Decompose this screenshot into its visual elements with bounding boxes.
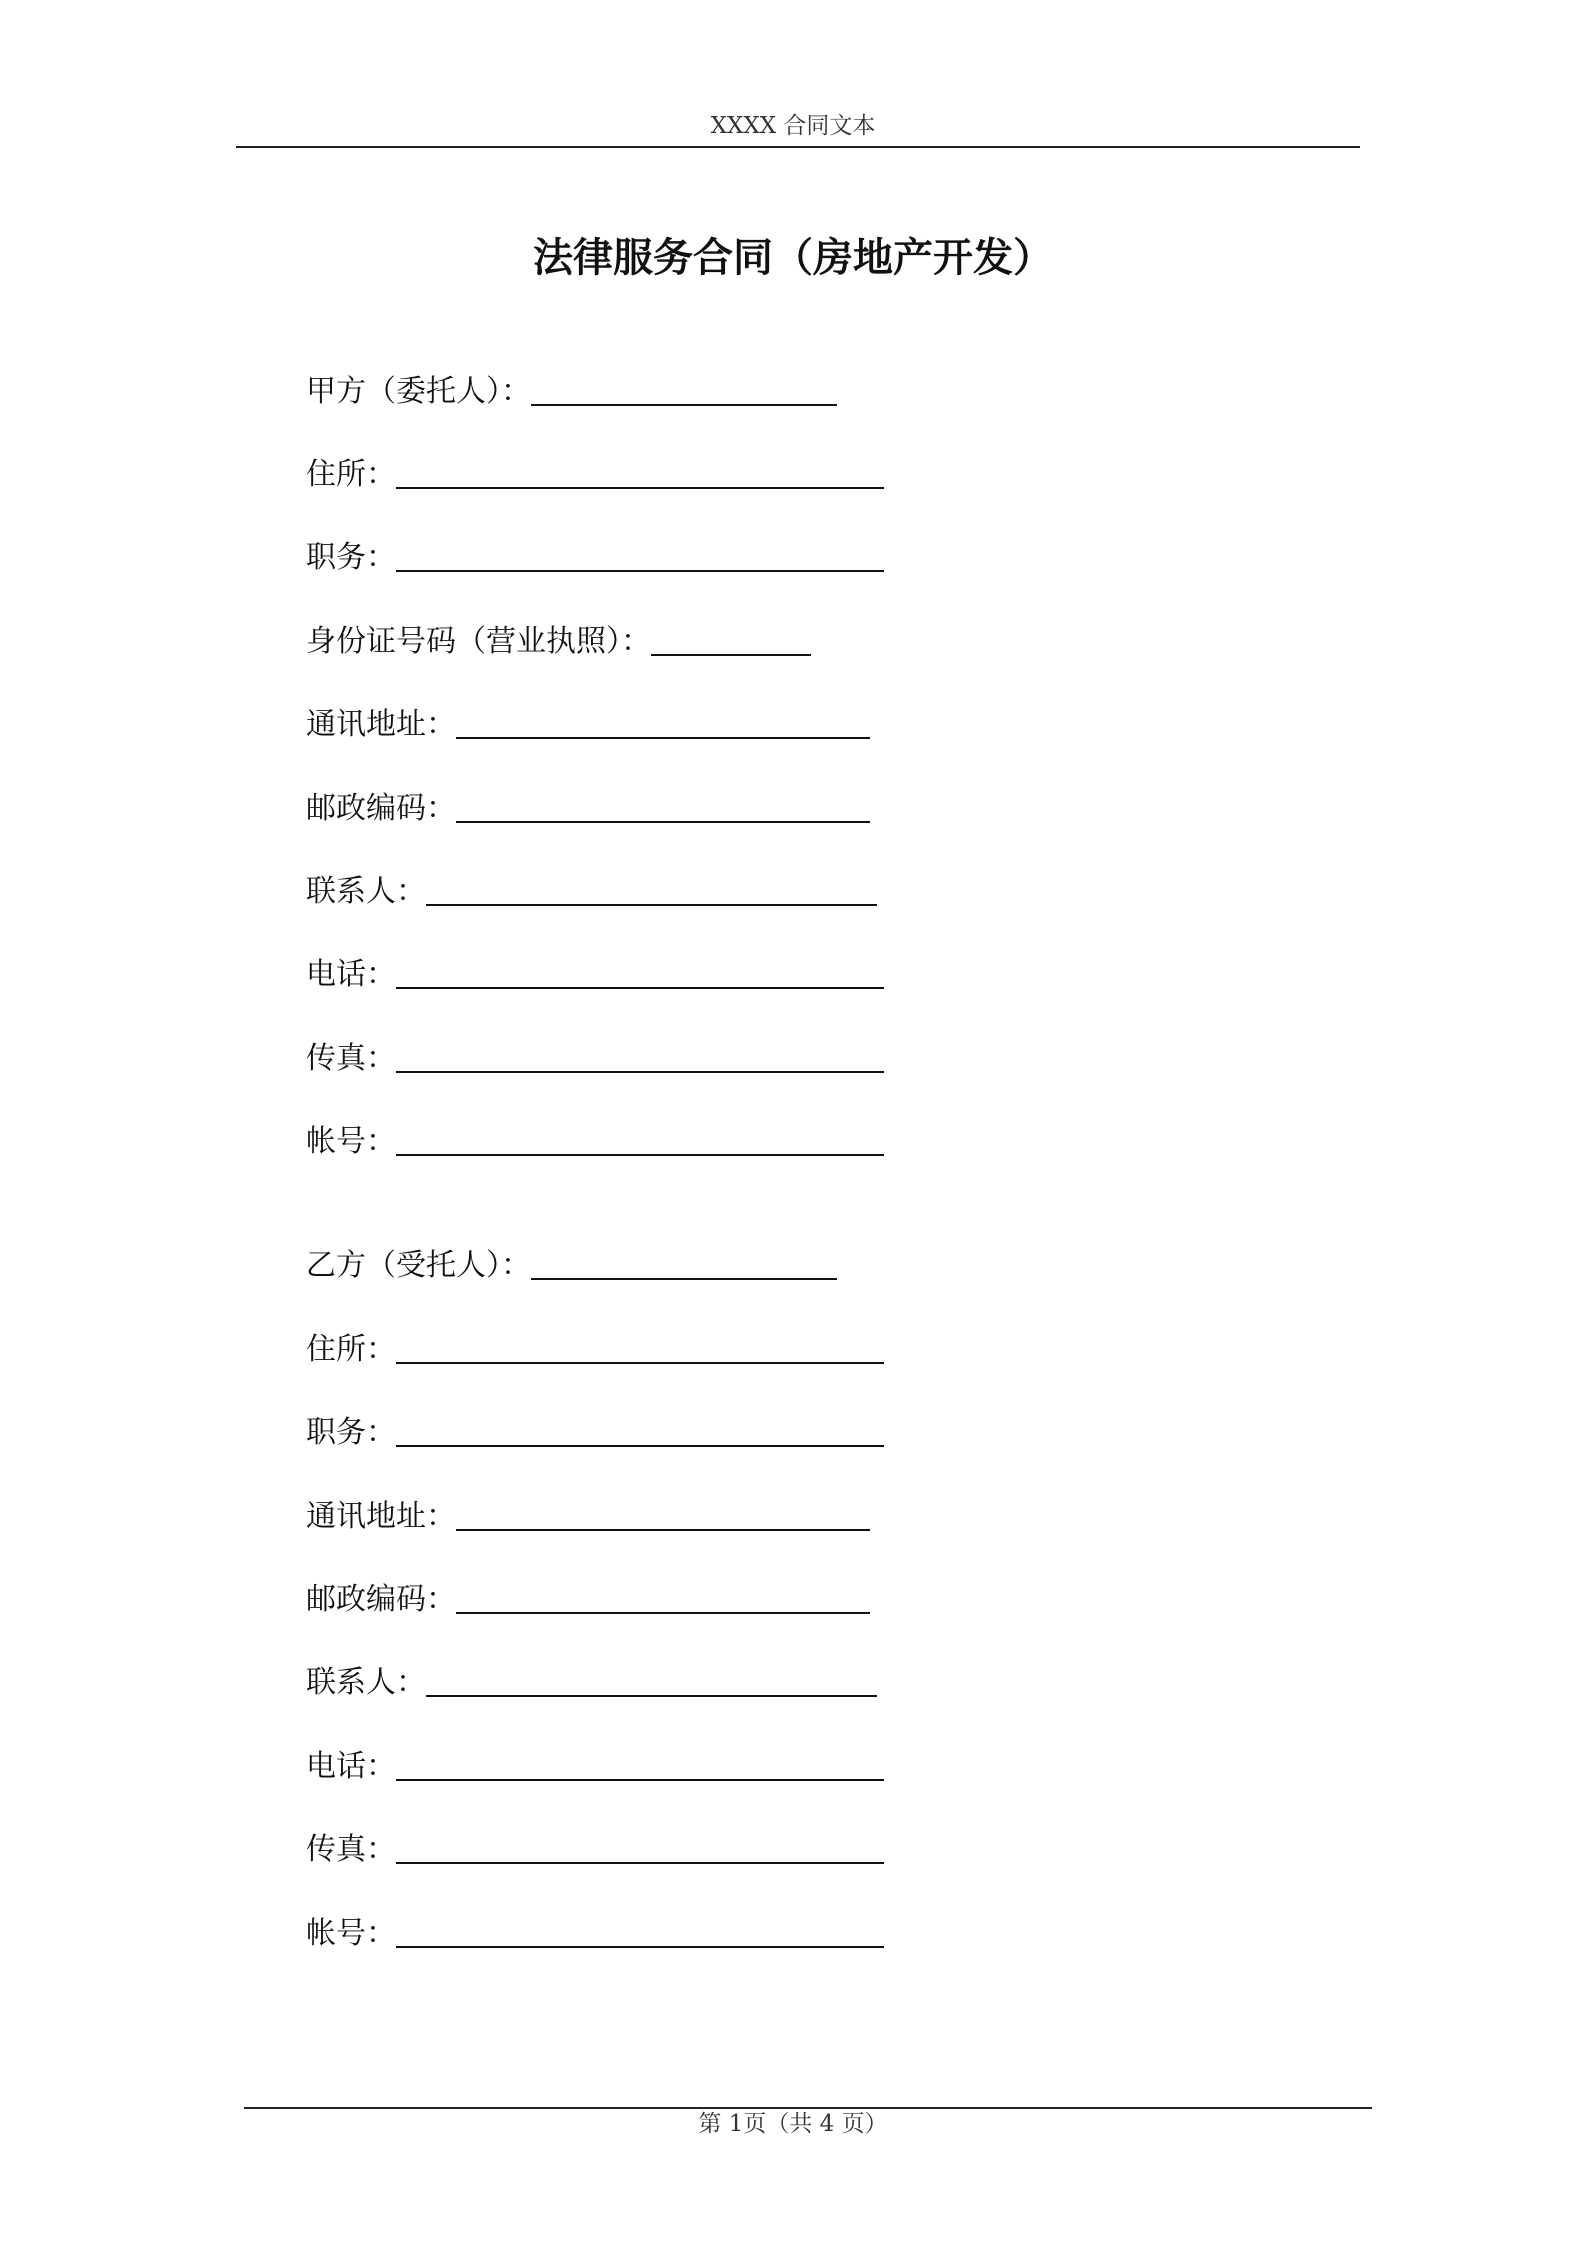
fill-in-blank[interactable] [396,953,884,997]
party-a-postcode-field [306,787,870,831]
party-b-postcode-field [306,1578,870,1622]
field-label: 身份证号码（营业执照）： [306,624,651,659]
party-a-position-field [306,536,884,580]
fill-in-blank[interactable] [396,1828,884,1872]
field-label: 住所： [306,1332,396,1367]
fill-in-blank[interactable] [456,703,870,747]
field-label: 邮政编码： [306,791,456,826]
party-b-position-field [306,1411,884,1455]
field-label: 职务： [306,540,396,575]
fill-in-blank[interactable] [396,453,884,497]
field-label: 电话： [306,1749,396,1784]
fill-in-blank[interactable] [456,1495,870,1539]
party-b-name-blank[interactable] [531,1244,837,1288]
party-b-mail-address-field [306,1495,870,1539]
fill-in-blank[interactable] [426,870,877,914]
party-b-address-field [306,1328,884,1372]
field-label: 电话： [306,957,396,992]
field-label: 传真： [306,1832,396,1867]
party-a-name-blank[interactable] [531,370,837,414]
page-number: 第 1页（共 4 页） [698,2111,888,2137]
fill-in-blank[interactable] [456,787,870,831]
field-label: 传真： [306,1041,396,1076]
field-label: 职务： [306,1415,396,1450]
party-a-mail-address-field [306,703,870,747]
party-b-fax-field [306,1828,884,1872]
party-b-phone-field [306,1745,884,1789]
fill-in-blank[interactable] [396,1120,884,1164]
fill-in-blank[interactable] [396,1037,884,1081]
field-label: 帐号： [306,1124,396,1159]
party-b-contact-field [306,1661,877,1705]
field-label: 邮政编码： [306,1582,456,1617]
party-a-address-field [306,453,884,497]
field-label: 联系人： [306,874,426,909]
party-b-heading-field [306,1244,837,1288]
field-label: 通讯地址： [306,707,456,742]
fill-in-blank[interactable] [396,1745,884,1789]
party-a-heading: 甲方（委托人）： [306,374,531,409]
fill-in-blank[interactable] [396,1411,884,1455]
page-header: XXXX 合同文本 [710,113,876,139]
party-b-account-field [306,1912,884,1956]
party-a-heading-field [306,370,837,414]
fill-in-blank[interactable] [651,620,811,664]
fill-in-blank[interactable] [396,1912,884,1956]
fill-in-blank[interactable] [426,1661,877,1705]
field-label: 帐号： [306,1916,396,1951]
fill-in-blank[interactable] [456,1578,870,1622]
field-label: 联系人： [306,1665,426,1700]
fill-in-blank[interactable] [396,1328,884,1372]
party-a-contact-field [306,870,877,914]
party-a-id-field [306,620,811,664]
field-label: 住所： [306,457,396,492]
document-title: 法律服务合同（房地产开发） [533,235,1053,281]
party-b-heading: 乙方（受托人）： [306,1248,531,1283]
party-a-phone-field [306,953,884,997]
field-label: 通讯地址： [306,1499,456,1534]
header-divider [236,146,1360,148]
fill-in-blank[interactable] [396,536,884,580]
party-a-fax-field [306,1037,884,1081]
party-a-account-field [306,1120,884,1164]
